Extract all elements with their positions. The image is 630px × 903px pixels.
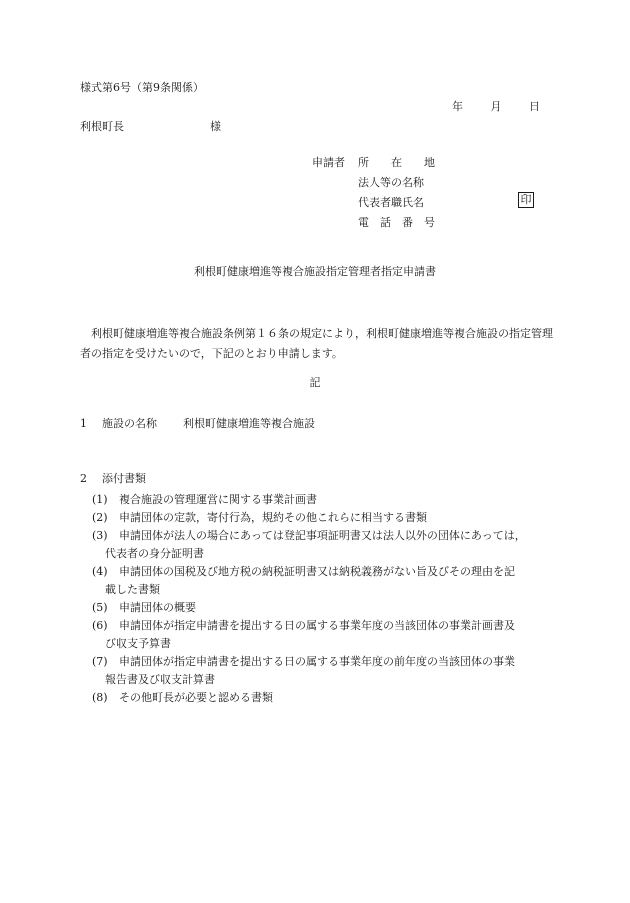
date-day-label: 日 xyxy=(529,100,540,113)
section-attachments-heading xyxy=(80,473,146,484)
date-line xyxy=(452,101,540,112)
list-item-number: (2) xyxy=(92,511,108,524)
applicant-label: 申請者 xyxy=(312,156,345,169)
form-number: 様式第6号（第9条関係） xyxy=(80,81,204,94)
applicant-address-label: 所 在 地 xyxy=(358,156,435,169)
seal-mark: 印 xyxy=(518,192,534,208)
list-item-line: 申請団体の定款，寄付行為，規約その他これらに相当する書類 xyxy=(119,511,427,524)
list-item-number: (3) xyxy=(92,529,108,542)
list-item-number: (4) xyxy=(92,565,108,578)
list-item-line: 申請団体の国税及び地方税の納税証明書又は納税義務がない旨及びその理由を記 xyxy=(119,565,515,578)
list-item-text xyxy=(105,563,562,599)
list-item-line: 複合施設の管理運営に関する事業計画書 xyxy=(119,493,317,506)
list-item xyxy=(92,527,562,563)
date-year-label: 年 xyxy=(452,100,463,113)
list-item xyxy=(92,509,562,527)
applicant-org-name-label: 法人等の名称 xyxy=(358,176,424,189)
list-item-line: 載した書類 xyxy=(105,583,160,596)
list-item xyxy=(92,653,562,689)
list-item-line: 申請団体の概要 xyxy=(119,601,196,614)
list-item-text xyxy=(119,599,562,617)
list-item-line: 申請団体が法人の場合にあっては登記事項証明書又は法人以外の団体にあっては， xyxy=(119,529,526,542)
list-item xyxy=(92,689,562,707)
section1-label: 施設の名称 xyxy=(102,417,157,430)
list-item xyxy=(92,491,562,509)
list-item-number: (8) xyxy=(92,691,108,704)
applicant-representative-label: 代表者職氏名 xyxy=(358,196,424,209)
list-item-number: (7) xyxy=(92,655,108,668)
list-item-text xyxy=(105,653,562,689)
section-facility-name xyxy=(80,418,315,429)
recipient-line xyxy=(80,121,221,132)
ki-heading: 記 xyxy=(309,376,321,389)
list-item-line: び収支予算書 xyxy=(105,637,171,650)
list-item-text xyxy=(119,491,562,509)
list-item-number: (1) xyxy=(92,493,108,506)
applicant-fields xyxy=(358,157,435,237)
list-item xyxy=(92,563,562,599)
document-title: 利根町健康増進等複合施設指定管理者指定申請書 xyxy=(194,265,436,278)
section1-value: 利根町健康増進等複合施設 xyxy=(183,417,315,430)
list-item-number: (6) xyxy=(92,619,108,632)
recipient-name: 利根町長 xyxy=(80,120,124,133)
list-item-text xyxy=(119,509,562,527)
applicant-phone-label: 電 話 番 号 xyxy=(358,216,435,229)
recipient-honorific: 様 xyxy=(210,120,221,133)
list-item xyxy=(92,617,562,653)
body-paragraph: 利根町健康増進等複合施設条例第１６条の規定により，利根町健康増進等複合施設の指定管理者の指定を受けたいので，下記のとおり申請します。 xyxy=(80,327,553,360)
list-item-line: 申請団体が指定申請書を提出する日の属する事業年度の前年度の当該団体の事業 xyxy=(119,655,515,668)
list-item-line: 報告書及び収支計算書 xyxy=(105,673,215,686)
list-item-line: 代表者の身分証明書 xyxy=(105,547,204,560)
attachment-list xyxy=(92,491,562,707)
section1-number: 1 xyxy=(80,417,87,430)
list-item-line: その他町長が必要と認める書類 xyxy=(119,691,273,704)
list-item xyxy=(92,599,562,617)
list-item-text xyxy=(105,527,562,563)
list-item-text xyxy=(105,617,562,653)
list-item-text xyxy=(119,689,562,707)
section2-label: 添付書類 xyxy=(102,472,146,485)
list-item-number: (5) xyxy=(92,601,108,614)
section2-number: 2 xyxy=(80,472,87,485)
date-month-label: 月 xyxy=(490,100,502,113)
list-item-line: 申請団体が指定申請書を提出する日の属する事業年度の当該団体の事業計画書及 xyxy=(119,619,515,632)
